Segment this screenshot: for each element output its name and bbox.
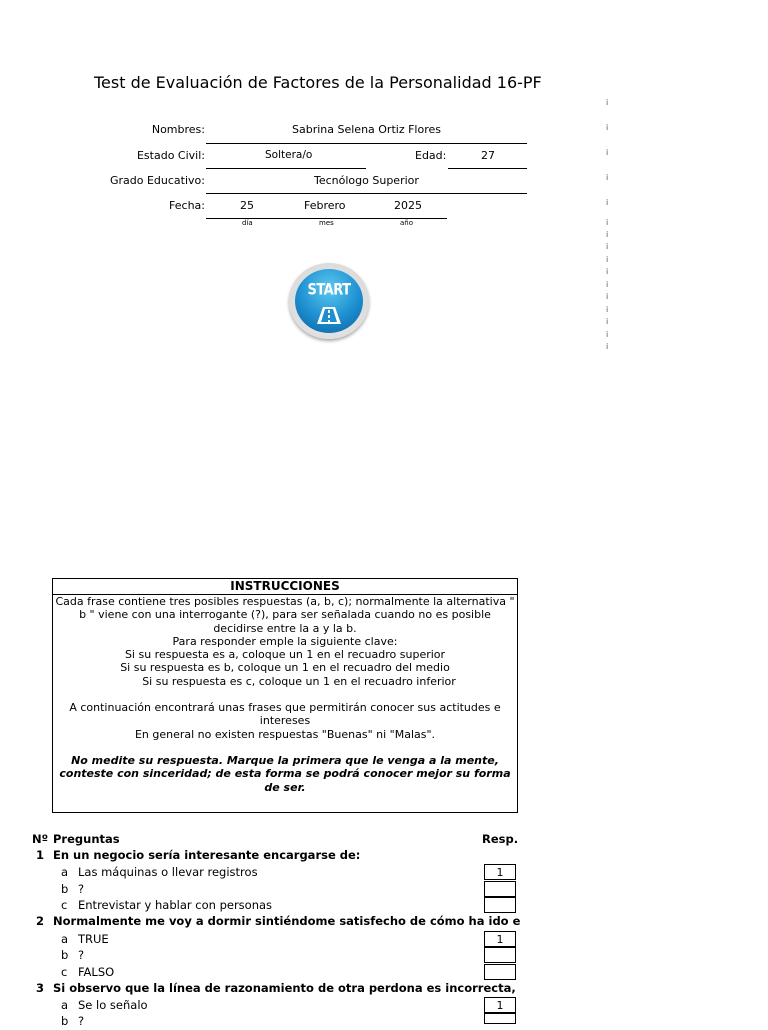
fecha-label: Fecha:: [169, 199, 205, 212]
column-marker: i: [606, 98, 609, 107]
question-text: En un negocio sería interesante encargarse de:: [53, 848, 361, 862]
question-number: 1: [36, 848, 45, 862]
option-text: TRUE: [78, 932, 109, 946]
column-header-num: Nº: [32, 832, 49, 846]
option-text: ?: [78, 882, 85, 896]
option-letter: b: [61, 1014, 69, 1028]
column-marker: i: [606, 230, 609, 239]
nombres-value[interactable]: Sabrina Selena Ortiz Flores: [292, 123, 441, 136]
option-text: Las máquinas o llevar registros: [78, 865, 258, 879]
fecha-anio-value[interactable]: 2025: [394, 199, 422, 212]
start-button-label: START: [307, 281, 351, 300]
column-marker: i: [606, 218, 609, 227]
column-marker: i: [606, 305, 609, 314]
question-text: Normalmente me voy a dormir sintiéndome satisfecho de cómo ha ido e: [53, 914, 521, 928]
estado-civil-underline: [206, 168, 366, 169]
option-letter: c: [61, 965, 68, 979]
option-letter: b: [61, 882, 69, 896]
fecha-dia-value[interactable]: 25: [240, 199, 254, 212]
column-marker: i: [606, 317, 609, 326]
column-marker: i: [606, 173, 609, 182]
instructions-heading: INSTRUCCIONES: [53, 579, 517, 595]
column-marker: i: [606, 242, 609, 251]
column-marker: i: [606, 267, 609, 276]
mes-caption: mes: [319, 219, 334, 227]
dia-caption: día: [242, 219, 253, 227]
column-marker: i: [606, 148, 609, 157]
grado-educativo-label: Grado Educativo:: [109, 174, 205, 187]
instructions-text: Si su respuesta es a, coloque un 1 en el recuadro superior: [124, 648, 446, 662]
option-letter: a: [61, 998, 69, 1012]
option-text: Se lo señalo: [78, 998, 148, 1012]
start-button-face: [295, 269, 363, 333]
instructions-text: En general no existen respuestas "Buenas" ni "Malas".: [134, 727, 436, 741]
column-header-preguntas: Preguntas: [53, 832, 120, 846]
column-marker: i: [606, 342, 609, 351]
start-button[interactable]: [289, 263, 369, 339]
option-letter: a: [61, 865, 69, 879]
answer-box[interactable]: 1: [484, 931, 516, 947]
grado-educativo-underline: [206, 193, 527, 194]
instructions-text: Si su respuesta es b, coloque un 1 en el recuadro del medio: [120, 661, 450, 675]
estado-civil-label: Estado Civil:: [136, 149, 205, 162]
option-letter: b: [61, 948, 69, 962]
instructions-warning: No medite su respuesta. Marque la primera que le venga a la mente, conteste con sinceridad; de esta forma se podrá conocer mejor su forma de ser.: [59, 753, 511, 794]
column-header-resp: Resp.: [482, 832, 519, 846]
instructions-text: Cada frase contiene tres posibles respuestas (a, b, c); normalmente la alternativa " b " viene con una interrogante (?), para ser señalada cuando no es posible decidirse entre la a y la b.: [55, 595, 515, 635]
column-marker: i: [606, 198, 609, 207]
edad-value[interactable]: 27: [481, 149, 495, 162]
question-number: 3: [36, 981, 45, 995]
answer-box[interactable]: [484, 897, 516, 913]
anio-caption: año: [400, 219, 414, 227]
column-marker: i: [606, 292, 609, 301]
answer-box[interactable]: [484, 964, 516, 980]
answer-box[interactable]: 1: [484, 997, 516, 1013]
grado-educativo-value[interactable]: Tecnólogo Superior: [314, 174, 419, 187]
instructions-text: Si su respuesta es c, coloque un 1 en el recuadro inferior: [142, 674, 456, 688]
question-text: Si observo que la línea de razonamiento de otra perdona es incorrecta,: [53, 981, 516, 995]
nombres-underline: [206, 143, 527, 144]
edad-underline: [448, 168, 527, 169]
instructions-box: [52, 578, 518, 813]
column-marker: i: [606, 280, 609, 289]
column-marker: i: [606, 255, 609, 264]
option-letter: a: [61, 932, 69, 946]
road-icon: [295, 269, 363, 333]
estado-civil-value[interactable]: Soltera/o: [265, 149, 313, 161]
answer-box[interactable]: [484, 1013, 516, 1024]
option-text: ?: [78, 1014, 85, 1028]
answer-box[interactable]: 1: [484, 864, 516, 880]
column-marker: i: [606, 330, 609, 339]
option-text: FALSO: [78, 965, 115, 979]
nombres-label: Nombres:: [151, 123, 205, 136]
option-text: ?: [78, 948, 85, 962]
instructions-text: A continuación encontrará unas frases que permitirán conocer sus actitudes e intereses: [69, 701, 501, 728]
question-number: 2: [36, 914, 45, 928]
instructions-text: Para responder emple la siguiente clave:: [172, 634, 398, 648]
answer-box[interactable]: [484, 881, 516, 897]
edad-label: Edad:: [415, 149, 447, 162]
column-marker: i: [606, 123, 609, 132]
answer-box[interactable]: [484, 947, 516, 963]
page-title: Test de Evaluación de Factores de la Personalidad 16-PF: [94, 73, 542, 92]
option-text: Entrevistar y hablar con personas: [78, 898, 273, 912]
fecha-mes-value[interactable]: Febrero: [304, 199, 346, 212]
option-letter: c: [61, 898, 68, 912]
